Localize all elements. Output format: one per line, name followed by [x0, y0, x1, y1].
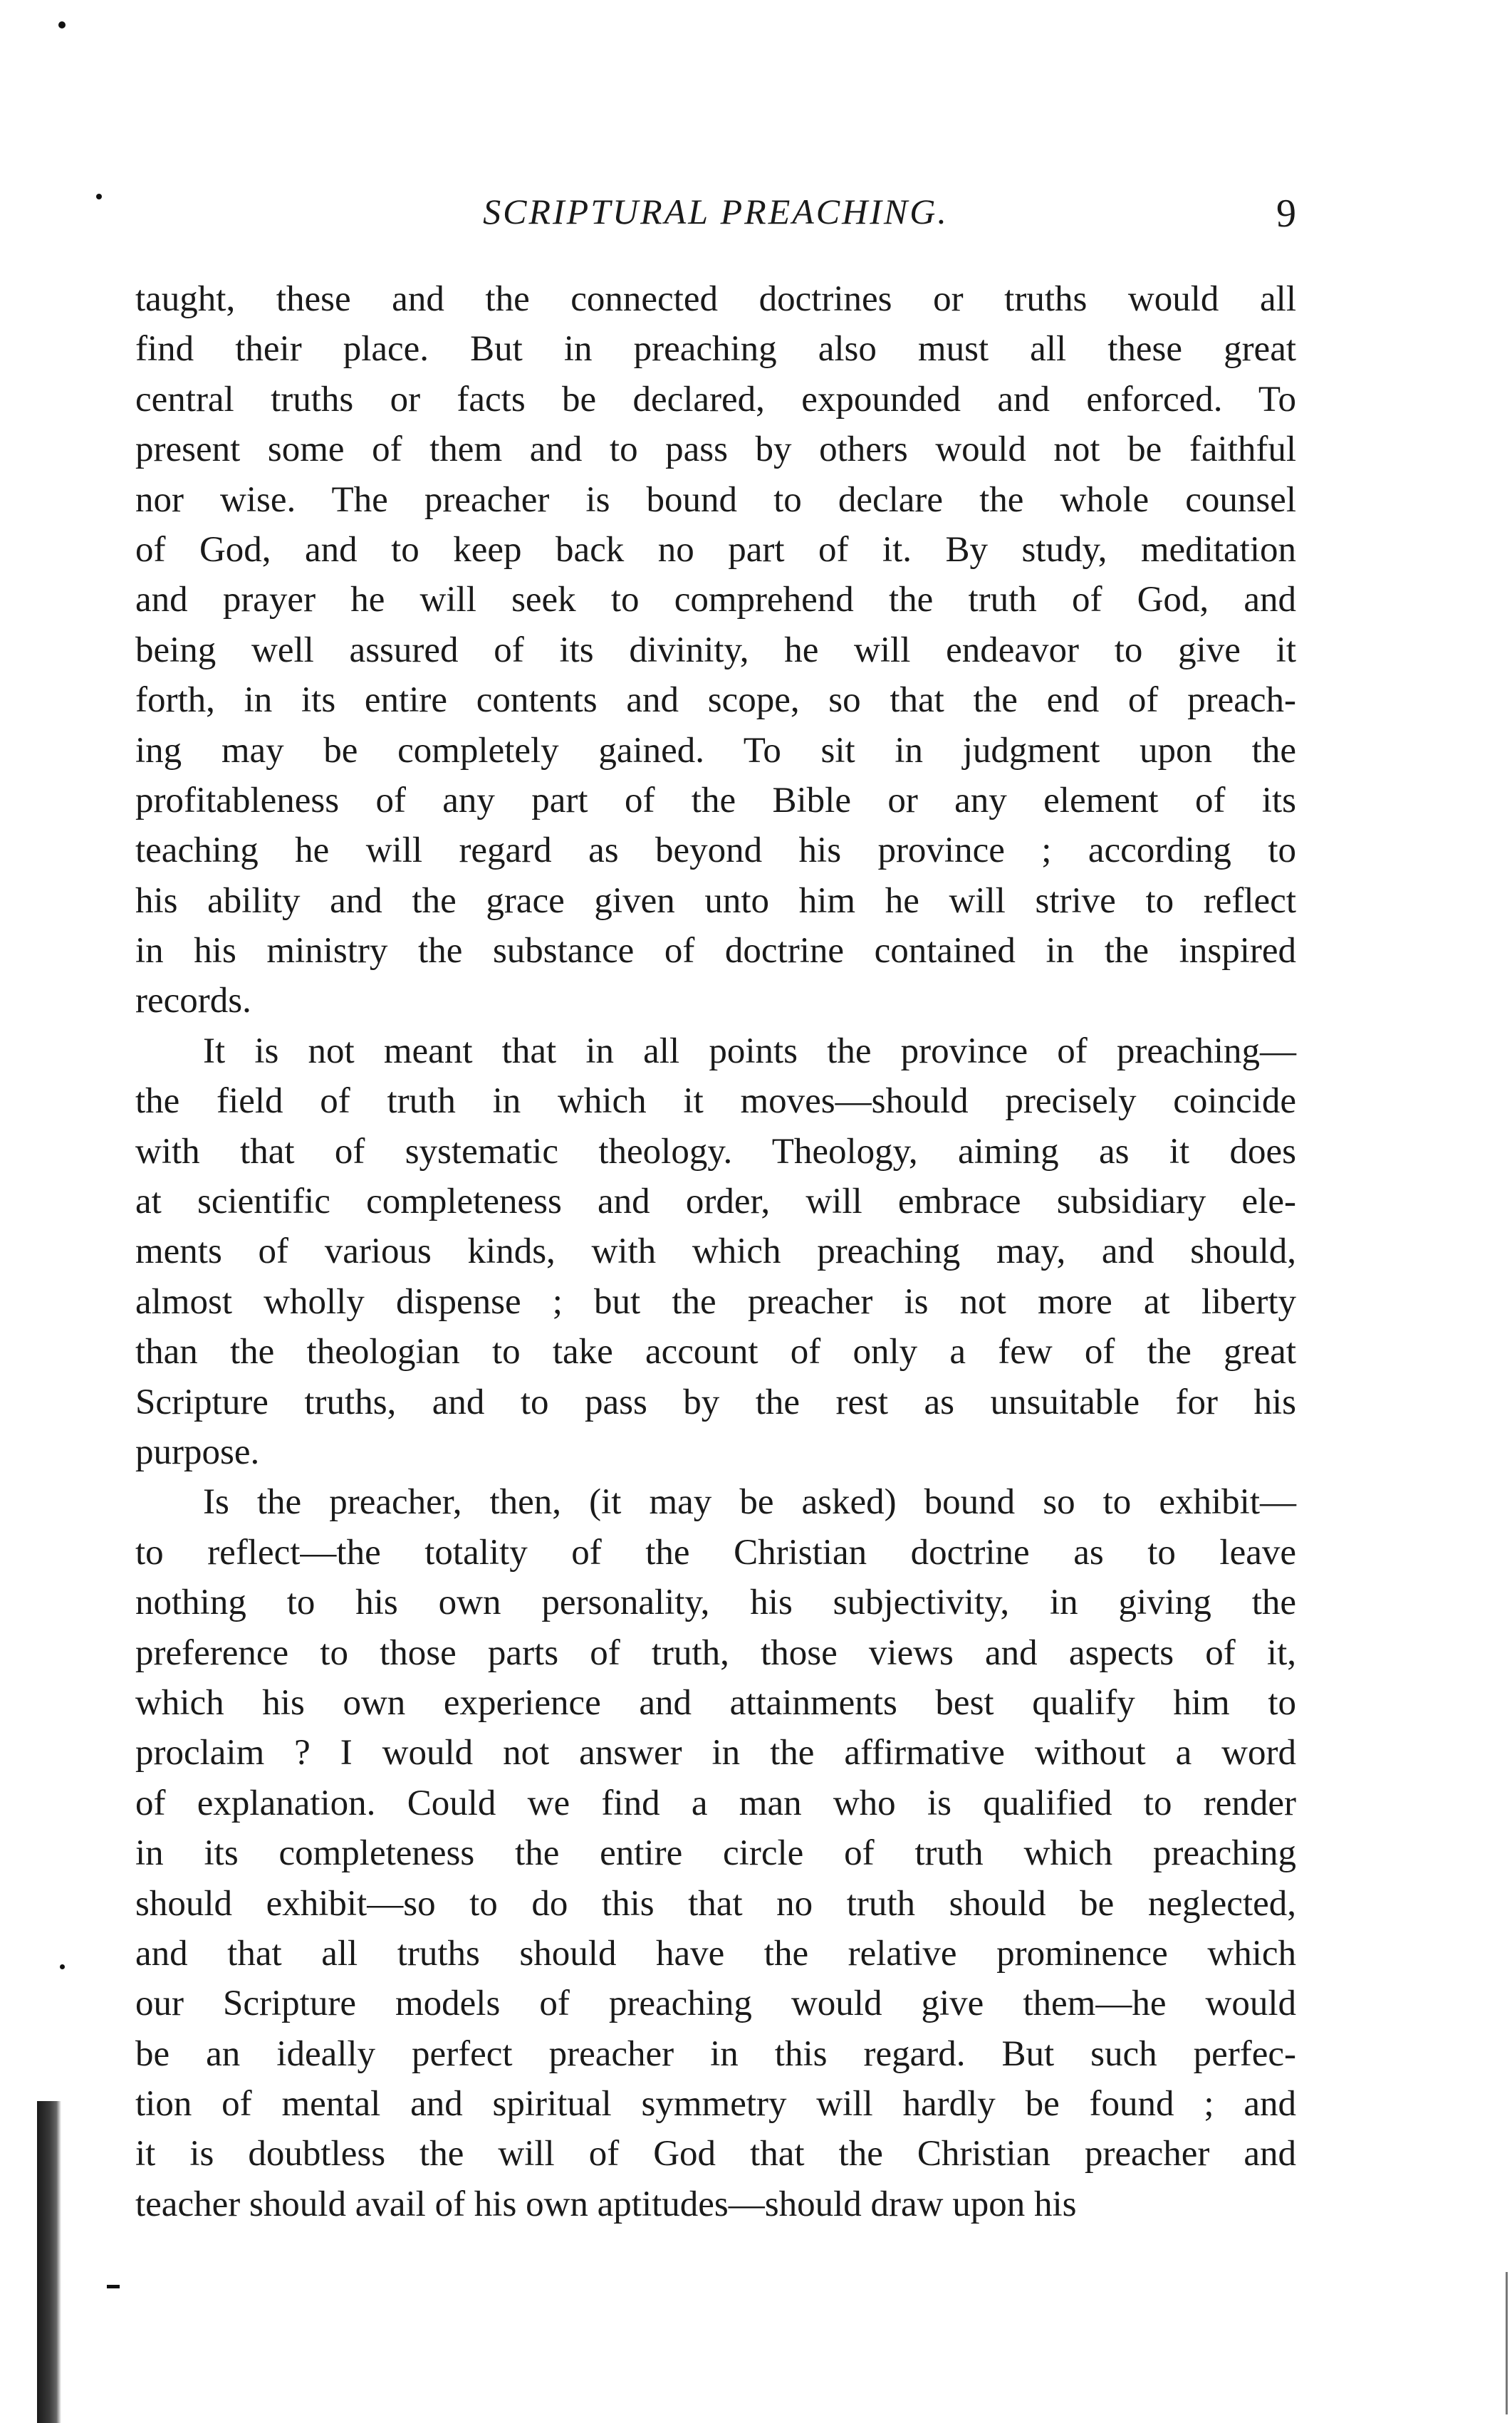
- text-line: be an ideally perfect preacher in this regard. But such perfec-: [135, 2033, 1296, 2074]
- text-line: the field of truth in which it moves—should precisely coincide: [135, 1081, 1296, 1122]
- text-line: with that of systematic theology. Theology, aiming as it does: [135, 1131, 1296, 1172]
- scan-speck: [60, 1964, 65, 1969]
- text-line: nor wise. The preacher is bound to declare the whole counsel: [135, 479, 1296, 520]
- text-line: taught, these and the connected doctrines or truths would all: [135, 279, 1296, 319]
- text-line: tion of mental and spiritual symmetry will hardly be found ; and: [135, 2084, 1296, 2125]
- text-line: present some of them and to pass by others would not be faithful: [135, 429, 1296, 470]
- text-line: our Scripture models of preaching would give them—he would: [135, 1984, 1296, 2024]
- text-line: in its completeness the entire circle of truth which preaching: [135, 1833, 1296, 1874]
- paragraph-1: [135, 274, 1296, 1026]
- text-line: preference to those parts of truth, those views and aspects of it,: [135, 1632, 1296, 1673]
- scan-speck: [58, 21, 66, 28]
- text-line: his ability and the grace given unto him he will strive to reflect: [135, 880, 1296, 921]
- text-line: of God, and to keep back no part of it. By study, meditation: [135, 529, 1296, 570]
- text-line: Scripture truths, and to pass by the rest as unsuitable for his: [135, 1382, 1296, 1422]
- text-line: it is doubtless the will of God that the Christian preacher and: [135, 2134, 1296, 2174]
- text-line: at scientific completeness and order, will embrace subsidiary ele-: [135, 1182, 1296, 1222]
- binding-shadow: [37, 2101, 61, 2423]
- text-line: and that all truths should have the relative prominence which: [135, 1933, 1296, 1974]
- text-line: proclaim ? I would not answer in the affirmative without a word: [135, 1733, 1296, 1773]
- page-number: 9: [1276, 192, 1296, 236]
- page-header: [135, 191, 1296, 241]
- text-line: central truths or facts be declared, expounded and enforced. To: [135, 379, 1296, 420]
- scan-speck: [96, 194, 102, 199]
- running-head: SCRIPTURAL PREACHING.: [483, 192, 949, 231]
- text-line: which his own experience and attainments best qualify him to: [135, 1682, 1296, 1723]
- text-line: being well assured of its divinity, he will endeavor to give it: [135, 630, 1296, 670]
- text-line: than the theologian to take account of only a few of the great: [135, 1332, 1296, 1372]
- text-line: It is not meant that in all points the province of preaching—: [203, 1031, 1296, 1071]
- text-line: almost wholly dispense ; but the preacher is not more at liberty: [135, 1281, 1296, 1322]
- text-line: ing may be completely gained. To sit in judgment upon the: [135, 730, 1296, 771]
- text-line: ments of various kinds, with which preaching may, and should,: [135, 1231, 1296, 1272]
- text-line: find their place. But in preaching also must all these great: [135, 329, 1296, 370]
- text-line: to reflect—the totality of the Christian doctrine as to leave: [135, 1532, 1296, 1573]
- text-line: in his ministry the substance of doctrine contained in the inspired: [135, 931, 1296, 971]
- text-line: nothing to his own personality, his subjectivity, in giving the: [135, 1583, 1296, 1623]
- text-line: teacher should avail of his own aptitudes—should draw upon his: [135, 2184, 1077, 2224]
- page-edge-mark: [1506, 2272, 1508, 2414]
- text-line: teaching he will regard as beyond his province ; according to: [135, 830, 1296, 871]
- text-line: of explanation. Could we find a man who is qualified to render: [135, 1783, 1296, 1823]
- text-line: forth, in its entire contents and scope, so that the end of preach-: [135, 680, 1296, 721]
- text-line: purpose.: [135, 1432, 260, 1472]
- body-text: [135, 274, 1296, 2229]
- text-line: Is the preacher, then, (it may be asked) bound so to exhibit—: [203, 1482, 1296, 1523]
- paragraph-3: [135, 1477, 1296, 2229]
- text-line: should exhibit—so to do this that no truth should be neglected,: [135, 1883, 1296, 1924]
- paragraph-2: [135, 1026, 1296, 1478]
- text-line: profitableness of any part of the Bible or any element of its: [135, 780, 1296, 820]
- scan-speck: [107, 2285, 120, 2288]
- text-line: and prayer he will seek to comprehend the truth of God, and: [135, 580, 1296, 620]
- text-line: records.: [135, 981, 251, 1021]
